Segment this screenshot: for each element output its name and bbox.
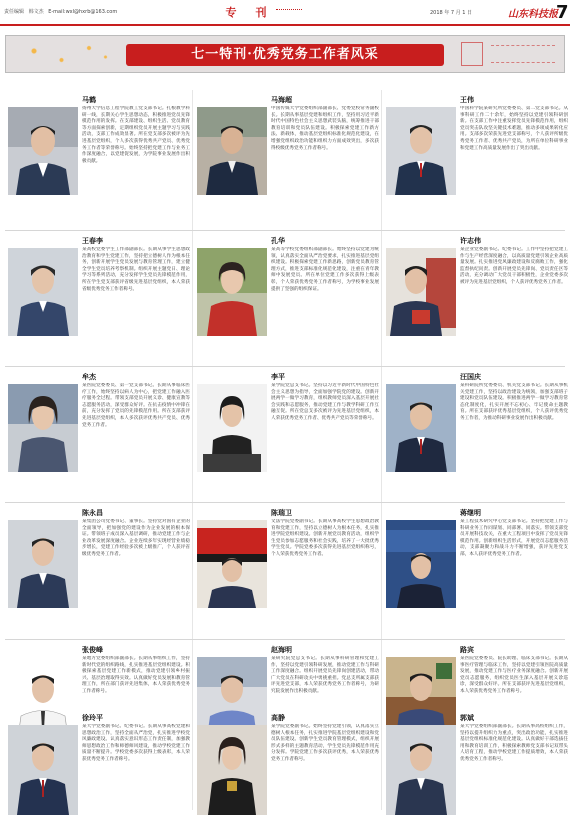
profile-name: 孔华 [271,236,285,245]
profile-name: 李平 [271,372,285,381]
profile-card [8,95,191,235]
profile-bio: 某高校党委学生工作部副部长。长期从事学生思想政治教育和学生党建工作，坚持把立德树人作为根本任务，创新开展学生党员发展与教育管理工作，建立健全学生党员培养考察机制。组织开展主题党日、理论学习等系列活动，充分发挥学生党员先锋模范作用，所在学生党支部获评省级先进基层党组织，本人荣获省级优秀党务工作者称号。 [82,247,190,292]
profile-card [197,372,380,512]
editor-label: 责任编辑 [4,9,25,15]
profile-bio: 某学院党总支书记。坚持以习近平新时代中国特色社会主义思想为指导，全面加强学院党的建设。创新开展两学一做学习教育，组织教师党员深入基层开展社会实践和志愿服务，推动党建工作与教学科研工作互融互促。所在党总支多次被评为先进基层党组织，本人荣获优秀党务工作者、优秀共产党员等荣誉称号。 [271,383,379,421]
profile-bio: 某集团公司党委书记、董事长。坚持党对国有企业的全面领导，把加强党的建设作为企业发展的根本保证。带领班子成员深入基层调研，推动党建工作与企业改革发展深度融合。企业连续多年实现经营业绩稳步增长，党建工作经验多次被上级推广，个人获评省级优秀党务工作者。 [82,519,190,557]
portrait-photo [386,384,456,472]
editor-line [4,8,120,15]
portrait-photo [8,384,78,472]
profile-card [386,372,569,512]
profile-card [386,713,569,819]
feature-banner [5,35,565,73]
publish-date: 2018 年 7 月 1 日 [430,10,473,16]
portrait-photo [8,725,78,815]
banner-decoration [12,39,122,69]
profile-bio: 某工程技术研究中心党支部书记。坚持把党建工作与科研业务工作同谋划、同部署、同落实。带领支部党员开展科技攻关，在重大工程项目中发挥了党员先锋模范作用。创新组织生活形式，开展党员志愿服务活动，支部凝聚力和战斗力不断增强，获评先进党支部，本人获评优秀党务工作者。 [460,519,568,557]
portrait-photo [197,107,267,195]
profile-bio: 某科研院所党委委员、机关党支部书记。长期从事机关党建工作，坚持以政治建设为统领，加强支部班子建设和党员队伍建设。积极推进两学一做学习教育常态化制度化，扎实开展不忘初心、牢记使命主题教育。所在支部获评优秀基层党组织，个人获评优秀党务工作者，为推动科研事业发展作出积极贡献。 [460,383,568,421]
profile-name: 马鹤 [82,95,96,104]
profile-bio: 某研究院党总支书记。长期从事科研管理和党建工作，坚持以党建引领科研发展，推动党建工作与科研工作深度融合。组织开展党员先锋岗创建活动，带动广大党员在科研攻关中勇挑重担。党总支所属支部获评先进党支部，本人荣获优秀党务工作者称号，为研究院发展作出积极贡献。 [271,656,379,694]
profile-bio: 中国传媒大学党委组织部副部长、党委党校常务副校长。长期从事基层党建和组织工作，坚持用习近平新时代中国特色社会主义思想武装头脑，统筹推进干部教育培训和党员队伍建设。积极探索党建工作新方法、新载体，推动基层党组织标准化规范化建设，在增强党组织政治功能和组织力方面成效突出，多次获得校级优秀党务工作者称号。 [271,106,379,151]
page-number: 7 [556,2,569,23]
profile-name: 陈瑞卫 [271,508,292,517]
portrait-photo [386,107,456,195]
profile-name: 路宾 [460,645,474,654]
profile-bio: 文法学院党委副书记。长期从事高校学生思想政治教育和党建工作，坚持以立德树人为根本任务，扎实推进学院党组织建设。创新开展党员教育活动，组织学生党员参加志愿服务和社会实践，培养了一大批优秀学生党员。学院党委多次获得先进基层党组织称号，个人荣获优秀党务工作者。 [271,519,379,557]
portrait-photo [386,520,456,608]
profile-name: 徐玲平 [82,713,103,722]
profile-name: 王伟 [460,95,474,104]
column-divider [192,90,193,810]
profile-name: 郭斌 [460,713,474,722]
profile-card [8,372,191,512]
profile-card [8,713,191,819]
profile-name: 赵海明 [271,645,292,654]
profile-name: 汪国庆 [460,372,481,381]
portrait-photo [197,248,267,336]
profile-name: 张俊峰 [82,645,103,654]
profile-name: 陈永昌 [82,508,103,517]
section-label [224,4,272,18]
newspaper-logo: 山东科技报 [508,9,558,20]
portrait-photo [197,725,267,815]
profile-card [8,508,191,648]
portrait-photo [197,520,267,608]
profile-card [386,508,569,648]
section-name: 专 刊 [225,6,271,19]
banner-title: 七一特刊·优秀党务工作者风采 [191,47,379,62]
profile-bio: 某地方党委组织部副部长。长期从事组织工作，坚持新时代党的组织路线，扎实推进基层党组织建设。积极探索基层党建工作新模式，推动党建引领乡村振兴、基层治理取得实效。认真做好党员发展和教育管理工作，所在部门获评先进集体，本人荣获优秀党务工作者称号。 [82,656,190,694]
portrait-photo [197,384,267,472]
profile-name: 王春李 [82,236,103,245]
portrait-photo [8,107,78,195]
profile-bio: 某大学党委组织部副部长。长期从事高校组织工作，坚持以提升组织力为重点，突出政治功能，扎实推进基层党组织标准化规范化建设。认真做好干部选拔任用和教育培训工作，积极探索教师党支部书记双带头人培育工程，推动学校党建工作提质增效，本人荣获优秀党务工作者称号。 [460,724,568,762]
profile-name: 蒋继明 [460,508,481,517]
portrait-photo [8,520,78,608]
header-divider [276,9,302,13]
profile-bio: 某高等学校党委组织部副部长。始终坚持以党建为统领，认真落实全面从严治党要求，扎实推进基层党组织建设。积极探索党建工作新思路，创新党员教育管理方式，推进支部标准化规范化建设，注重在青年教师中发展党员。所在单位党建工作多次获得上级表彰，个人荣获优秀党务工作者称号，为学校事业发展提供了坚强的组织保证。 [271,247,379,292]
profile-card [197,236,380,376]
profile-bio: 中国科学院某研究所党委委员、第二党支部书记。从事科研工作二十余年，始终坚持以党建引领科研创新。在支部工作中注重发挥党员先锋模范作用，组织党员突击队攻坚关键技术难题，推动多项成果转化应用。支部多次荣获先进党支部称号，个人获评所级优秀党务工作者、优秀共产党员，为所在单位科研事业和党建工作高质量发展作出了突出贡献。 [460,106,568,151]
profile-card [8,236,191,376]
profile-bio: 某大学党委副书记、纪委书记。长期从事高校党建和思想政治工作，坚持全面从严治党，扎实推进学校党风廉政建设。认真落实意识形态工作责任制，加强教师思想政治工作和师德师风建设，推动学校党建工作质量不断提升。学校党委多次获得上级表彰，本人荣获优秀党务工作者称号。 [82,724,190,762]
profile-bio: 某学院党委副书记。始终坚持党建引领，认真落实立德树人根本任务，扎实推进学院基层党组织建设和党员队伍建设。创新学生党员教育管理模式，组织开展形式多样的主题教育活动，学生党员先锋模范作用充分发挥。学院党建工作多次获评优秀，本人荣获优秀党务工作者称号。 [271,724,379,762]
profile-card [386,236,569,376]
profile-name: 高静 [271,713,285,722]
profile-name: 许志伟 [460,236,481,245]
profile-bio: 某医院党委委员、第一党支部书记。长期从事临床医疗工作，始终坚持以病人为中心，把党建工作融入医疗服务全过程。带领支部党员开展义诊、健康宣教等志愿服务活动，深受群众好评。在抗击疫情中冲锋在前，充分发挥了党员的先锋模范作用。所在支部获评先进基层党组织，本人多次获评优秀共产党员、优秀党务工作者。 [82,383,190,428]
profile-bio: 扬州大学信息工程学院教工党支部书记。扎根教学科研一线，长期关心学生思想动态，积极推进党员先锋模范作用的发挥。在支部建设、组织生活、党员教育等方面探索创新，定期组织党员开展主题学习与实践活动，支部工作成效显著。所在党支部多次被评为先进基层党组织，个人多次获得优秀共产党员、优秀党务工作者等荣誉称号。始终坚持把党建工作与业务工作深度融合，以党建促发展，为学院事业发展作出积极贡献。 [82,106,190,164]
profile-card [386,95,569,235]
profile-name: 马海超 [271,95,292,104]
editor-email: E-mail:wxl@hxrb@163.com [48,9,118,15]
profile-bio: 某医院党委委员、院长助理、临床支部书记。长期从事医疗管理与临床工作，坚持以党建引领医院高质量发展，推动党建工作与医疗业务深度融合。创新开展党员志愿服务，组织党员医生深入基层开展义诊巡诊，深受群众好评。所在支部获评先进基层党组织，本人荣获优秀党务工作者称号。 [460,656,568,694]
profile-bio: 某企业党委副书记、纪委书记。工作中坚持把党建工作与生产经营深度融合，以高质量党建引领企业高质量发展。扎实推进党风廉政建设和反腐败工作，强化监督执纪问责。创新开展党员先锋岗、党员责任区等活动，充分调动广大党员干部积极性，企业党委多次被评为先进基层党组织，个人获评优秀党务工作者。 [460,247,568,285]
portrait-photo [386,248,456,336]
profile-card [197,95,380,235]
column-divider [381,90,382,810]
banner-ornament [461,42,483,66]
profile-card [197,508,380,648]
portrait-photo [8,248,78,336]
editor-name: 韩文杰 [28,9,44,15]
page-header [0,0,570,26]
banner-ornament-lines [491,45,555,63]
portrait-photo [386,725,456,815]
profile-name: 牟杰 [82,372,96,381]
profile-card [197,713,380,819]
